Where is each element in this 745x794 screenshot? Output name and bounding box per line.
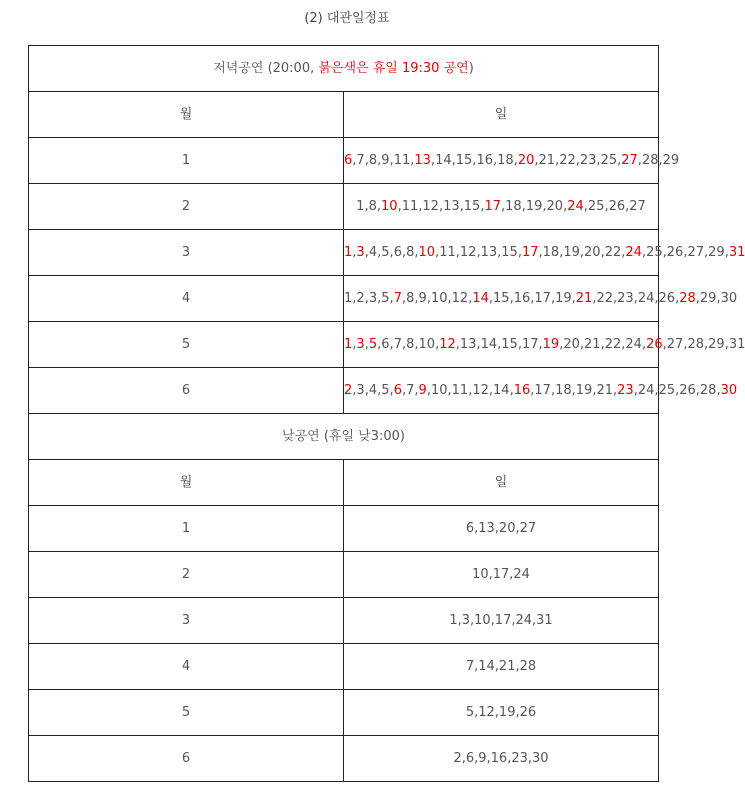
evening-days-cell: 6,7,8,9,11,13,14,15,16,18,20,21,22,23,25,27,28,29 [344,138,659,184]
day: 8 [406,336,415,352]
evening-row [29,276,659,322]
day: 10 [418,336,436,352]
holiday-day: 10 [381,198,398,214]
holiday-day: 9 [418,382,427,398]
day: 27 [666,336,684,352]
day: 21 [584,336,601,352]
evening-row [29,184,659,230]
evening-days-cell: 1,2,3,5,7,8,9,10,12,14,15,16,17,19,21,22,23,24,26,28,29,30 [344,276,659,322]
day: 26 [679,382,696,398]
holiday-day: 13 [414,152,431,168]
day: 28 [699,382,717,398]
day: 16 [513,290,531,306]
day: 24 [637,382,655,398]
day: 9 [381,152,390,168]
day: 22 [596,290,613,306]
day: 17 [521,336,539,352]
matinee-days-cell: 7,14,21,28 [344,644,659,690]
day: 21 [538,152,556,168]
day: 12 [451,290,469,306]
matinee-month-cell: 2 [29,552,344,598]
evening-row [29,230,659,276]
day: 7 [406,382,415,398]
rental-schedule-table [28,45,745,782]
evening-month-cell: 6 [29,368,344,414]
day: 8 [368,152,378,168]
day: 7 [356,152,365,168]
matinee-month-cell: 3 [29,598,344,644]
matinee-days-cell: 6,13,20,27 [344,506,659,552]
matinee-month-cell: 4 [29,644,344,690]
evening-row [29,368,659,414]
day: 4 [368,382,378,398]
day: 19 [555,290,572,306]
day: 13 [480,244,498,260]
day: 18 [542,244,560,260]
evening-month-cell: 4 [29,276,344,322]
evening-month-cell: 5 [29,322,344,368]
evening-row [29,138,659,184]
evening-month-cell: 1 [29,138,344,184]
evening-section-header [29,46,659,92]
day: 15 [493,290,510,306]
day: 14 [435,152,452,168]
holiday-day: 3 [356,336,365,352]
matinee-column-header-row [29,460,659,506]
day: 29 [708,336,725,352]
holiday-day: 2 [344,382,353,398]
holiday-day: 1 [344,336,353,352]
evening-day-header: 일 [344,92,659,138]
day: 24 [625,336,642,352]
evening-title-cell [29,46,659,92]
holiday-day: 23 [617,382,634,398]
day: 26 [608,198,626,214]
matinee-section-header [29,414,659,460]
day: 6 [381,336,390,352]
matinee-row [29,736,659,782]
day: 1 [344,290,353,306]
day: 8 [406,244,415,260]
day: 10 [430,290,448,306]
evening-days-cell: 1,3,4,5,6,8,10,11,12,13,15,17,18,19,20,22,24,25,26,27,29,31 [344,230,659,276]
day: 28 [641,152,659,168]
day: 18 [505,198,522,214]
matinee-days-cell: 1,3,10,17,24,31 [344,598,659,644]
day: 20 [563,336,580,352]
day: 17 [534,382,551,398]
holiday-day: 5 [368,336,378,352]
day: 12 [472,382,489,398]
day: 25 [587,198,605,214]
day: 26 [658,290,676,306]
evening-title-holiday-note: 붉은색은 휴일 19:30 공연 [318,60,469,76]
evening-title-suffix: ) [468,60,474,76]
day: 24 [637,290,655,306]
day: 20 [584,244,601,260]
day: 3 [368,290,378,306]
matinee-day-header: 일 [344,460,659,506]
day: 5 [381,244,390,260]
holiday-day: 17 [521,244,539,260]
evening-days-cell: 1,8,10,11,12,13,15,17,18,19,20,24,25,26,27 [344,184,659,230]
day: 11 [401,198,419,214]
evening-column-header-row [29,92,659,138]
day: 18 [555,382,572,398]
matinee-row [29,552,659,598]
schedule-caption: (2) 대관일정표 [304,11,390,26]
day: 16 [476,152,493,168]
holiday-day: 12 [439,336,456,352]
matinee-row [29,598,659,644]
day: 14 [493,382,510,398]
day: 20 [546,198,564,214]
evening-month-header: 월 [29,92,344,138]
day: 30 [720,290,738,306]
day: 25 [658,382,676,398]
day: 5 [381,382,390,398]
matinee-row [29,506,659,552]
day: 11 [439,244,456,260]
day: 14 [480,336,498,352]
day: 19 [525,198,543,214]
day: 8 [368,198,377,214]
day: 29 [662,152,680,168]
day: 8 [406,290,415,306]
day: 22 [604,336,622,352]
matinee-days-cell: 5,12,19,26 [344,690,659,736]
day: 15 [455,152,473,168]
day: 21 [596,382,613,398]
evening-title-prefix: 저녁공연 (20:00, [213,60,319,76]
holiday-day: 16 [513,382,531,398]
day: 5 [381,290,390,306]
day: 12 [459,244,477,260]
day: 15 [463,198,481,214]
day: 15 [501,336,518,352]
day: 13 [459,336,477,352]
day: 27 [687,244,705,260]
day: 29 [699,290,717,306]
matinee-month-cell: 1 [29,506,344,552]
schedule-table-body [29,46,745,782]
day: 12 [422,198,439,214]
holiday-day: 6 [393,382,402,398]
holiday-day: 21 [575,290,593,306]
holiday-day: 30 [720,382,738,398]
day: 31 [728,336,745,352]
day: 22 [604,244,622,260]
evening-month-cell: 2 [29,184,344,230]
matinee-days-cell: 10,17,24 [344,552,659,598]
day: 11 [393,152,411,168]
holiday-day: 26 [646,336,663,352]
matinee-month-cell: 6 [29,736,344,782]
holiday-day: 6 [344,152,353,168]
holiday-day: 10 [418,244,436,260]
day: 2 [356,290,365,306]
holiday-day: 3 [356,244,365,260]
day: 6 [393,244,402,260]
holiday-day: 14 [472,290,489,306]
day: 29 [708,244,725,260]
holiday-day: 24 [625,244,642,260]
day: 7 [393,336,402,352]
evening-days-cell: 1,3,5,6,7,8,10,12,13,14,15,17,19,20,21,22,24,26,27,28,29,31 [344,322,659,368]
holiday-day: 17 [484,198,501,214]
matinee-month-header: 월 [29,460,344,506]
holiday-day: 27 [621,152,638,168]
day: 13 [443,198,460,214]
day: 1 [356,198,365,214]
holiday-day: 7 [393,290,402,306]
day: 25 [600,152,618,168]
day: 28 [687,336,705,352]
day: 26 [666,244,684,260]
day: 18 [497,152,514,168]
matinee-row [29,644,659,690]
day: 23 [579,152,597,168]
evening-days-cell: 2,3,4,5,6,7,9,10,11,12,14,16,17,18,19,21,23,24,25,26,28,30 [344,368,659,414]
day: 3 [356,382,365,398]
day: 17 [534,290,551,306]
matinee-days-cell: 2,6,9,16,23,30 [344,736,659,782]
day: 25 [646,244,663,260]
day: 15 [501,244,518,260]
day: 19 [563,244,580,260]
holiday-day: 19 [542,336,560,352]
day: 19 [575,382,593,398]
matinee-row [29,690,659,736]
day: 9 [418,290,427,306]
day: 10 [430,382,448,398]
holiday-day: 31 [728,244,745,260]
day: 22 [559,152,576,168]
day: 27 [629,198,646,214]
holiday-day: 28 [679,290,696,306]
holiday-day: 20 [517,152,535,168]
evening-month-cell: 3 [29,230,344,276]
matinee-title-cell: 낮공연 (휴일 낮3:00) [29,414,659,460]
day: 11 [451,382,469,398]
day: 4 [368,244,378,260]
day: 23 [617,290,634,306]
matinee-month-cell: 5 [29,690,344,736]
holiday-day: 24 [567,198,584,214]
holiday-day: 1 [344,244,353,260]
evening-row [29,322,659,368]
